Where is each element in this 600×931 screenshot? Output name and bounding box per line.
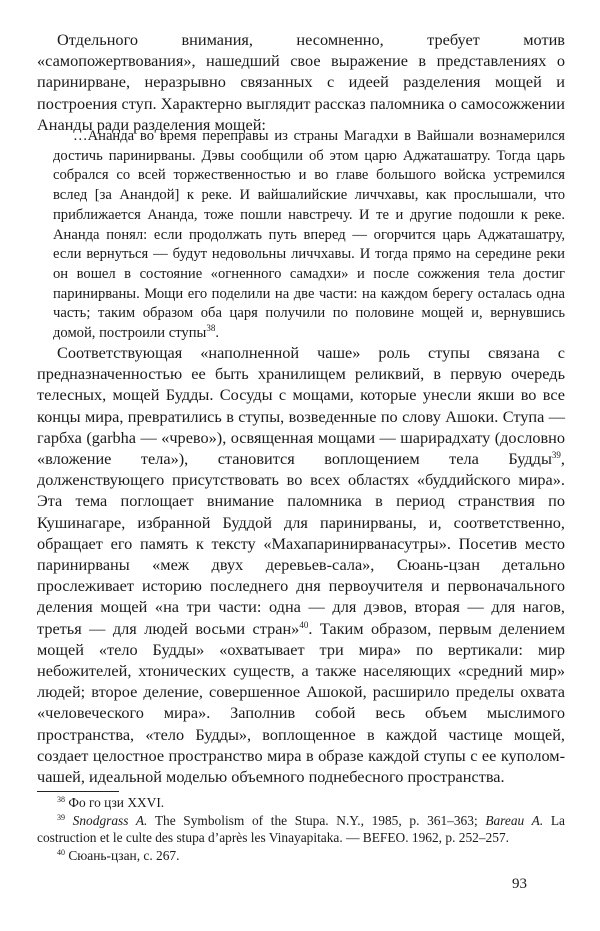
footnotes xyxy=(37,794,565,864)
footnote-ref-38[interactable]: 38 xyxy=(206,323,216,334)
footnote-author: Bareau A. xyxy=(485,812,544,828)
footnote-divider xyxy=(37,791,119,792)
paragraph-self-sacrifice xyxy=(37,29,565,135)
paragraph-text-part3: . Таким образом, первым делением мощей «тело Будды» «охватывает три мира» по вертикали: мир небожителей, хтонических существ, а также населяющих «средний мир» людей; второе деление, совершенное Ашокой, расширило пределы охвата «человеческого мира». Заполнив собой весь объем мыслимого пространства, «тело Будды», воплощенное в каждой частице мощей, создает целостное пространство мира в образе каждой ступы с ее куполом-чашей, идеальной моделью объемного поднебесного пространства. xyxy=(37,618,566,787)
block-quote-ananda xyxy=(53,127,565,344)
paragraph-stupa-relics xyxy=(37,342,565,787)
paragraph-text-part1: Соответствующая «наполненной чаше» роль ступы связана с предназначенностью ее быть хранилищем реликвий, в первую очередь телесных, мощей Будды. Сосуды с мощами, которые унесли якши во все концы мира, превратились в ступы, возведенные по слову Ашоки. Ступа — гарбха (garbha — «чрево»), освященная мощами — шарирадхату (дословно «вложение тела»), становится воплощением тела Будды xyxy=(37,343,565,469)
footnote-39 xyxy=(37,812,565,847)
footnote-text: La costruction et le culte des stupa d’après les Vinayapitaka. — BEFEO. 1962, p. 252–257. xyxy=(37,812,565,845)
footnote-ref-39[interactable]: 39 xyxy=(551,450,561,461)
footnote-number: 40 xyxy=(57,847,65,857)
quote-end: . xyxy=(215,325,219,342)
footnote-ref-40[interactable]: 40 xyxy=(299,619,309,630)
footnote-text: The Symbolism of the Stupa. N.Y., 1985, p. 361–363; xyxy=(147,812,486,828)
paragraph-text: Отдельного внимания, несомненно, требует мотив «самопожертвования», нашедший свое выражение в представлениях о паринирване, неразрывно связанных с идеей разделения мощей и построения ступ. Характерно выглядит рассказ паломника о самосожжении Ананды ради разделения мощей: xyxy=(37,30,565,134)
page-number: 93 xyxy=(512,876,527,892)
footnote-number: 39 xyxy=(57,812,65,822)
footnote-text: Сюань-цзан, с. 267. xyxy=(68,847,180,863)
footnote-text: Фо го цзи XXVI. xyxy=(68,795,165,810)
footnote-38 xyxy=(37,794,565,812)
quote-text: …Ананда во время переправы из страны Магадхи в Вайшали вознамерился достичь паринирваны. Дэвы сообщили об этом царю Аджаташатру. Тогда царь собрался со всей торжественностью и во главе большого войска устремился вслед [за Анандой] к реке. И вайшалийские личчхавы, как прослышали, что приближается Ананда, тоже пошли навстречу. И те и другие подошли к реке. Ананда понял: если продолжать путь вперед — огорчится царь Аджаташатру, если вернуться — будут недовольны личчхавы. И тогда прямо на середине реки он вошел в состояние «огненного самадхи» и после сожжения тела достиг паринирваны. Мощи его поделили на две части: на каждом берегу осталась одна часть; таким образом оба царя получили по половине мощей и, вернувшись домой, построили ступы xyxy=(53,128,565,342)
paragraph-text-part2: , долженствующего присутствовать во всех областях «буддийского мира». Эта тема поглощает внимание паломника в период странствия по Кушинагаре, избранной Буддой для паринирваны, и, соответственно, обращает его память к тексту «Махапаринирванасутры». Посетив место паринирваны «меж двух деревьев-сала», Сюань-цзан детально прослеживает историю последнего дня первоучителя и первоначального деления мощей «на три части: одна — для дэвов, вторая — для нагов, третья — для людей восьми стран» xyxy=(37,449,565,638)
footnote-number: 38 xyxy=(57,795,65,804)
footnote-40 xyxy=(37,847,565,865)
footnote-author: Snodgrass A. xyxy=(72,812,148,828)
